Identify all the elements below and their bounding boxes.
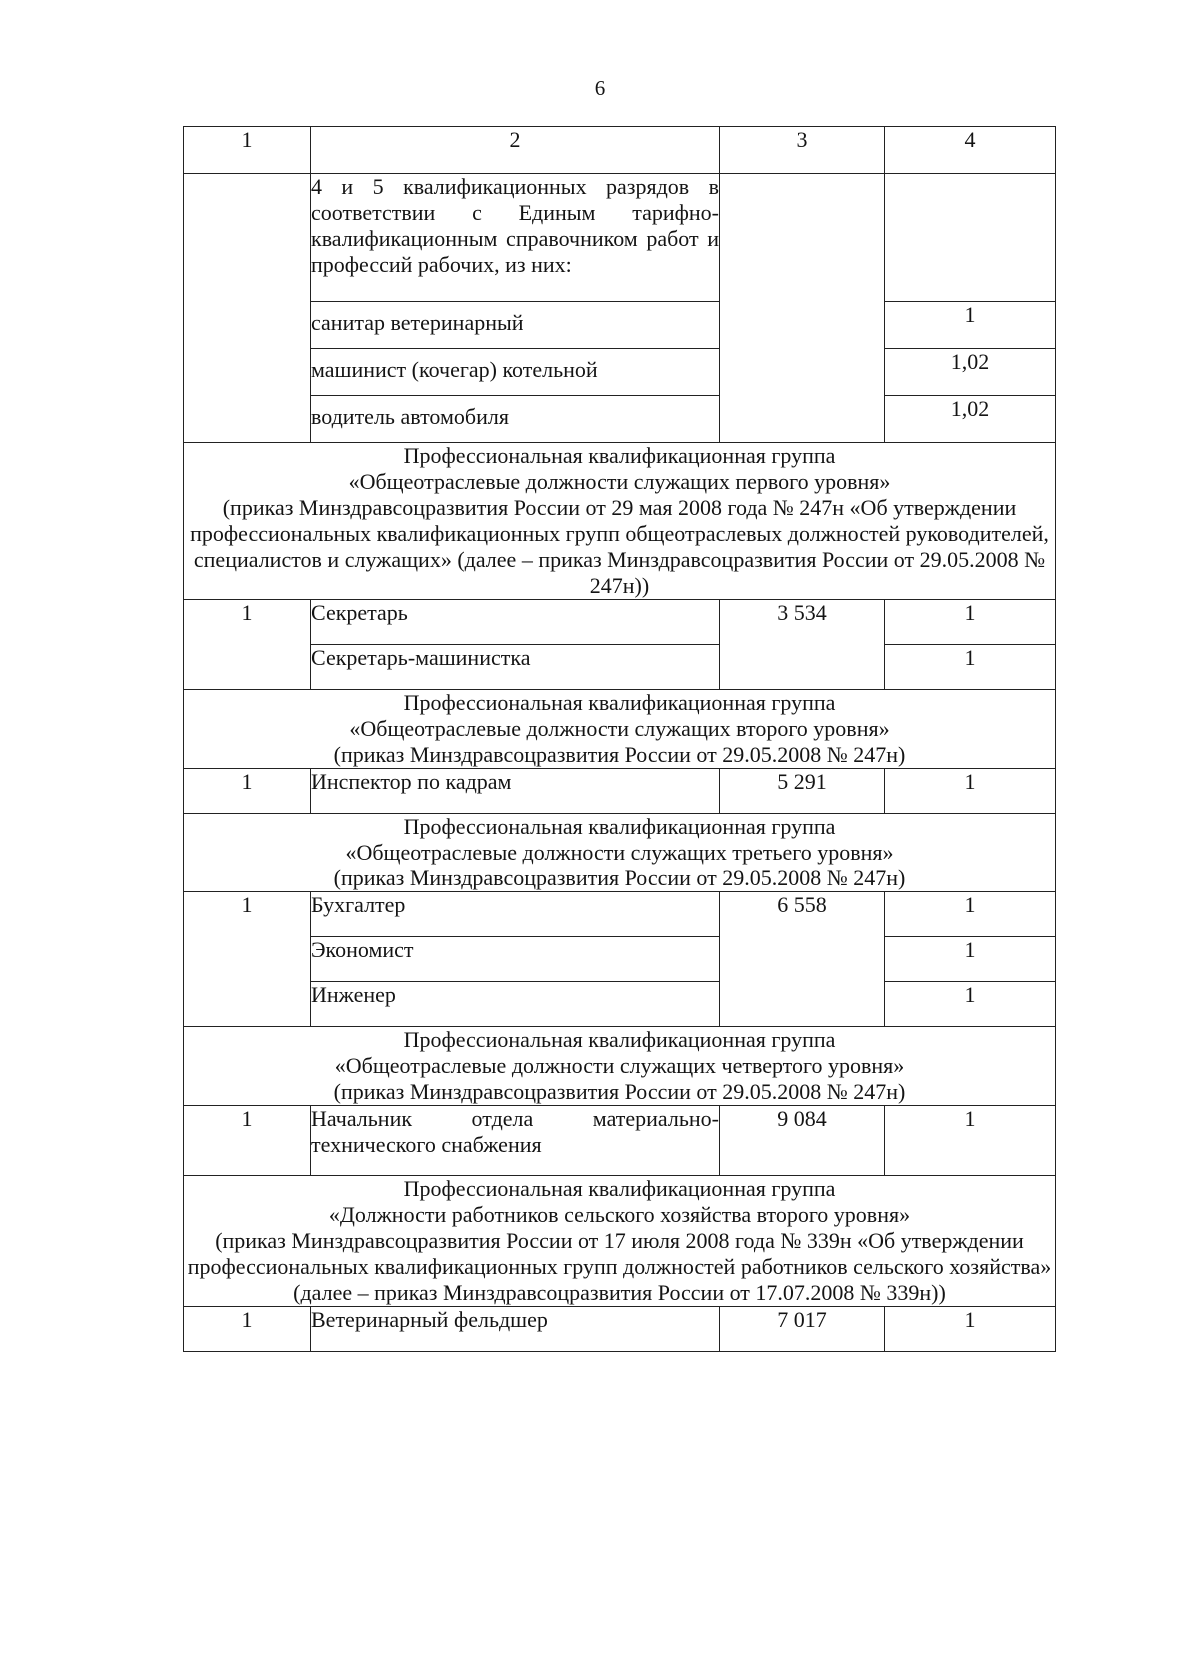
level-cell: 1 [184,1106,311,1176]
coef-cell: 1,02 [885,349,1056,396]
group-header-row [184,689,1056,768]
table-row [184,396,1056,443]
coef-cell: 1 [885,1307,1056,1352]
group-order: (приказ Минздравсоцразвития России от 29 мая 2008 года № 247н «Об утверждении профессиональных квалификационных групп общеотраслевых должностей руководителей, специалистов и служащих» (далее – приказ Минздравсоцразвития России от 29.05.2008 № 247н)) [190,494,1049,598]
position-cell: Инженер [311,982,720,1027]
group-header [184,1027,1056,1106]
coef-cell-empty [885,174,1056,302]
group-order: (приказ Минздравсоцразвития России от 29.05.2008 № 247н) [333,1079,906,1105]
table-row [184,768,1056,813]
position-cell: машинист (кочегар) котельной [311,349,720,396]
group-name: «Общеотраслевые должности служащих четвертого уровня» [334,1053,905,1079]
salary-cell-empty [720,174,885,443]
group-header-row [184,813,1056,892]
salary-cell: 9 084 [720,1106,885,1176]
table-row [184,1106,1056,1176]
position-cell: Экономист [311,937,720,982]
coef-cell: 1 [885,982,1056,1027]
level-cell: 1 [184,1307,311,1352]
group-header-row [184,443,1056,600]
group-title: Профессиональная квалификационная группа [403,1027,836,1053]
group-order: (приказ Минздравсоцразвития России от 29.05.2008 № 247н) [333,865,906,891]
salary-cell: 3 534 [720,599,885,689]
salary-cell: 6 558 [720,892,885,1027]
position-cell: 4 и 5 квалификационных разрядов в соответствии с Единым тарифно-квалификационным справочником работ и профессий рабочих, из них: [311,174,720,302]
group-header [184,689,1056,768]
position-cell: Секретарь-машинистка [311,644,720,689]
coef-cell: 1,02 [885,396,1056,443]
position-cell: санитар ветеринарный [311,302,720,349]
group-header [184,1176,1056,1307]
header-col-4: 4 [885,127,1056,174]
group-header-row [184,1027,1056,1106]
group-header [184,443,1056,600]
coef-cell: 1 [885,599,1056,644]
header-col-1: 1 [184,127,311,174]
group-header-row [184,1176,1056,1307]
group-name: «Общеотраслевые должности служащих второго уровня» [349,715,890,741]
table-row [184,937,1056,982]
coef-cell: 1 [885,644,1056,689]
table-row [184,599,1056,644]
group-name: «Общеотраслевые должности служащих первого уровня» [348,468,891,494]
coef-cell: 1 [885,937,1056,982]
header-row [184,127,1056,174]
position-cell: Бухгалтер [311,892,720,937]
group-title: Профессиональная квалификационная группа [403,1176,836,1202]
table-row [184,644,1056,689]
position-cell: водитель автомобиля [311,396,720,443]
group-order: (приказ Минздравсоцразвития России от 17 июля 2008 года № 339н «Об утверждении профессиональных квалификационных групп должностей работников сельского хозяйства» (далее – приказ Минздравсоцразвития России от 17.07.2008 № 339н)) [187,1228,1052,1306]
table-row [184,349,1056,396]
group-title: Профессиональная квалификационная группа [403,443,836,468]
position-cell: Ветеринарный фельдшер [311,1307,720,1352]
group-name: «Должности работников сельского хозяйства второго уровня» [328,1202,911,1228]
group-order: (приказ Минздравсоцразвития России от 29.05.2008 № 247н) [333,741,906,767]
table-row [184,892,1056,937]
table-row [184,982,1056,1027]
position-cell: Начальник отдела материально-технического снабжения [311,1106,720,1176]
salary-cell: 5 291 [720,768,885,813]
coef-cell: 1 [885,892,1056,937]
table-row [184,174,1056,302]
coef-cell: 1 [885,1106,1056,1176]
group-header [184,813,1056,892]
table-row [184,1307,1056,1352]
page-number: 6 [594,76,606,100]
group-title: Профессиональная квалификационная группа [403,689,836,715]
group-name: «Общеотраслевые должности служащих третьего уровня» [345,839,894,865]
coef-cell: 1 [885,302,1056,349]
salary-table [183,126,1056,1352]
level-cell: 1 [184,768,311,813]
level-cell: 1 [184,892,311,1027]
level-cell: 1 [184,599,311,689]
group-title: Профессиональная квалификационная группа [403,813,836,839]
header-col-2: 2 [311,127,720,174]
salary-cell: 7 017 [720,1307,885,1352]
header-col-3: 3 [720,127,885,174]
position-cell: Секретарь [311,599,720,644]
level-cell-empty [184,174,311,443]
coef-cell: 1 [885,768,1056,813]
table-row [184,302,1056,349]
position-cell: Инспектор по кадрам [311,768,720,813]
